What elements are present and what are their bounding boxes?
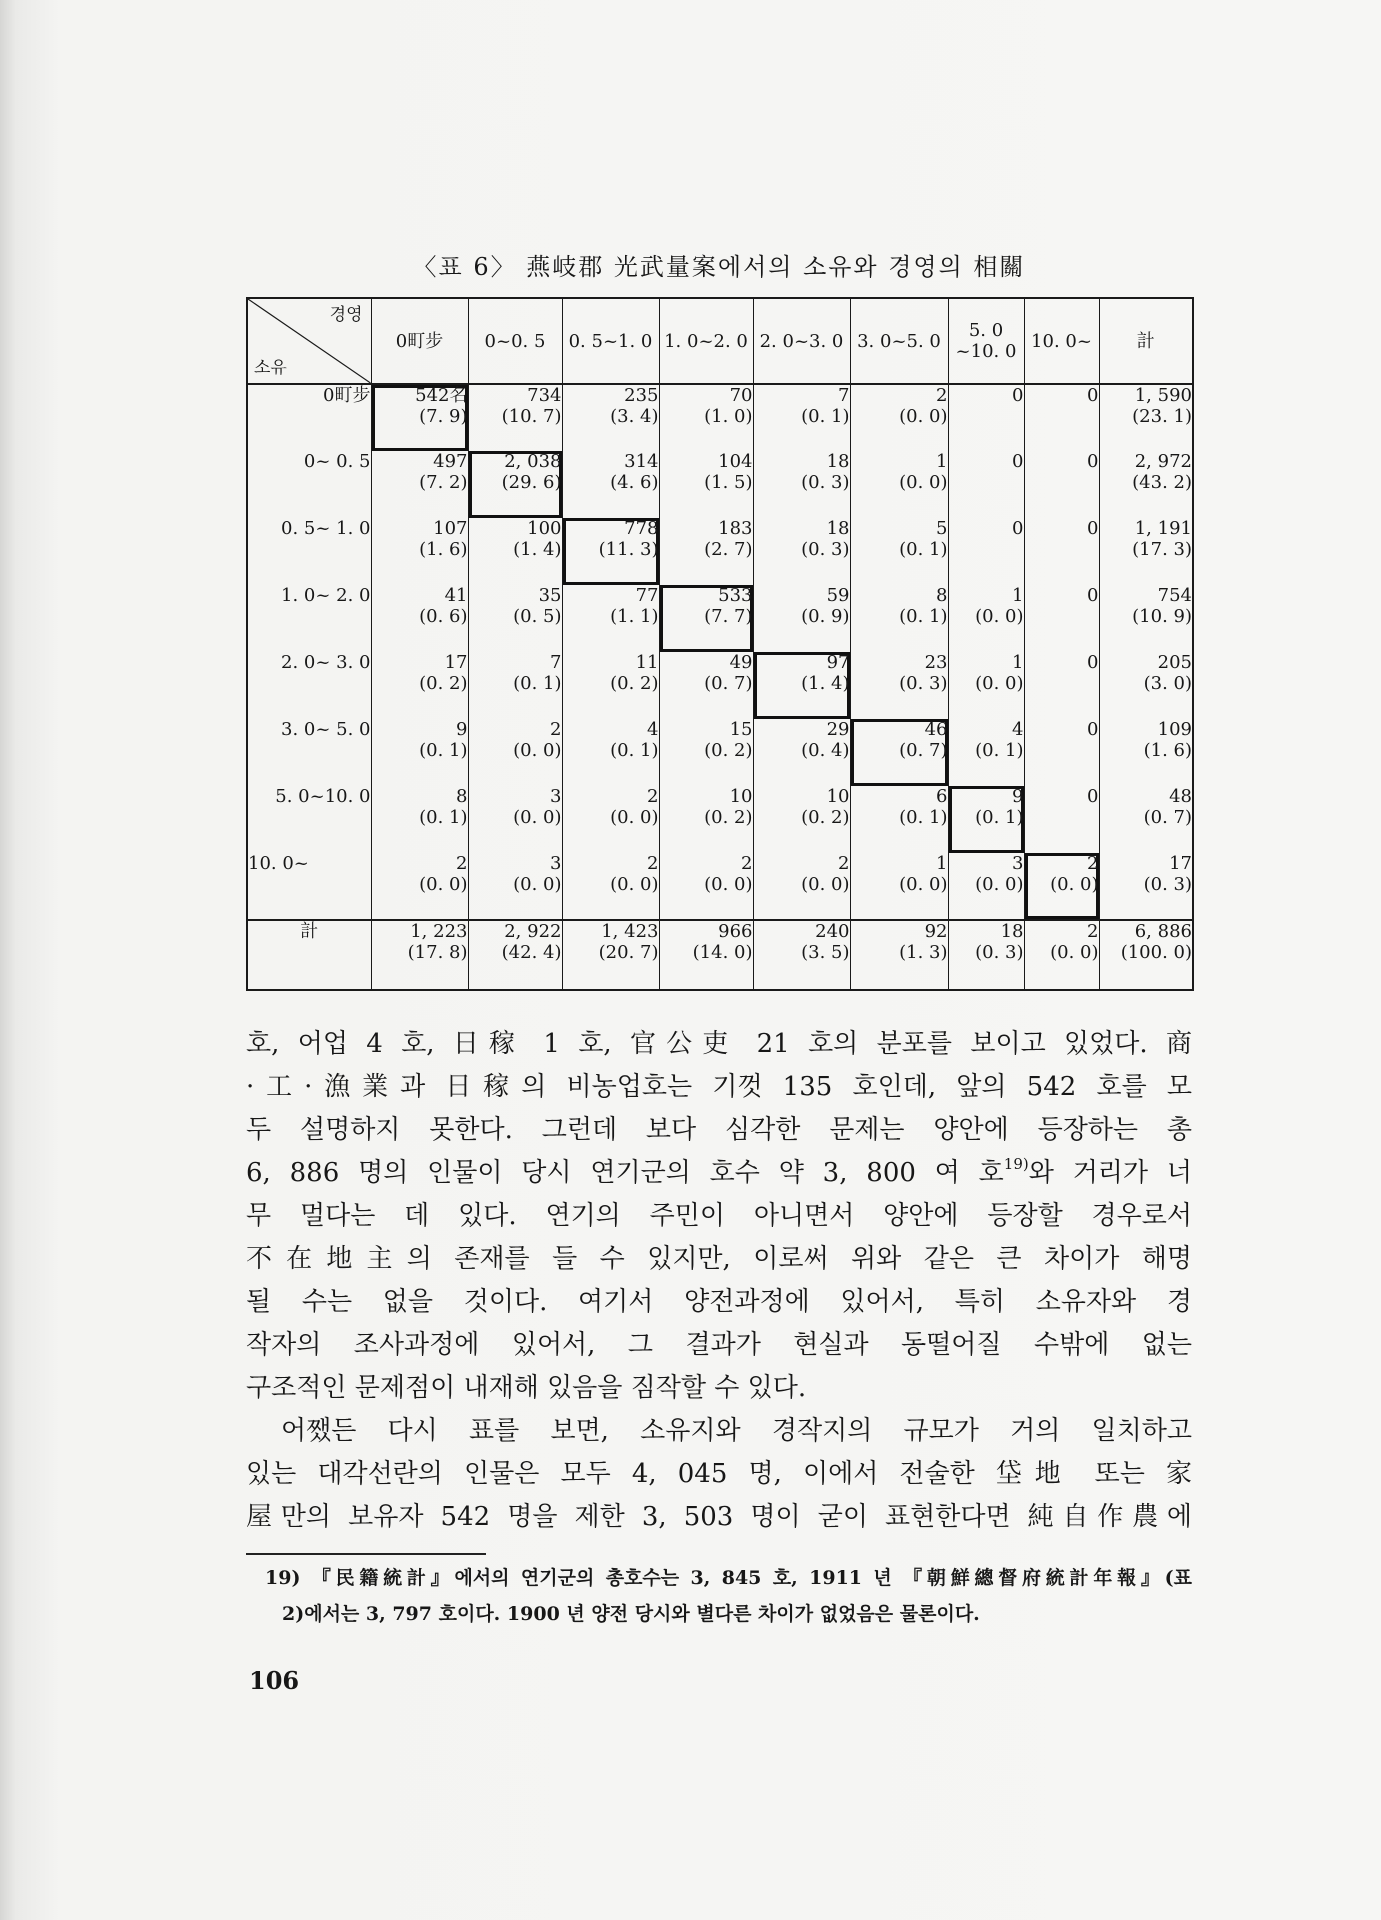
table-row [247,853,1193,920]
row-label: 10. 0~ [247,853,371,920]
cell-percent: (0. 0) [975,606,1024,627]
cell-count: 966 [718,921,753,942]
cell-count: 1 [1012,585,1024,606]
body-text-line: 작자의 조사과정에 있어서, 그 결과가 현실과 동떨어질 수밖에 없는 [246,1330,1192,1360]
table-cell [753,920,850,990]
cell-percent: (43. 2) [1132,472,1192,493]
cell-percent: (0. 0) [704,874,753,895]
corner-label-ownership: 소유 [254,358,287,378]
row-label: 0町步 [247,384,371,451]
cell-percent: (3. 4) [610,406,659,427]
row-label: 3. 0~ 5. 0 [247,719,371,786]
cell-count: 0 [1087,385,1099,406]
cell-percent: (0. 0) [975,874,1024,895]
cell-percent: (0. 2) [801,807,850,828]
table-cell [948,451,1024,518]
row-total-cell [1099,518,1193,585]
row-total-cell [1099,652,1193,719]
cell-count: 17 [444,652,468,673]
cell-count: 533 [718,585,753,606]
column-header: 3. 0~5. 0 [850,298,948,384]
cell-count: 46 [924,719,948,740]
paragraph [246,1410,1192,1539]
cell-count: 1 [936,451,948,472]
cell-percent: (0. 6) [419,606,468,627]
cell-count: 2 [456,853,468,874]
table-cell [659,786,753,853]
cell-count: 18 [826,451,850,472]
cell-count: 778 [624,518,659,539]
cell-percent: (0. 1) [419,807,468,828]
cell-count: 49 [729,652,753,673]
cell-percent: (11. 3) [598,539,659,560]
row-label: 計 [247,920,371,990]
table-cell [468,585,562,652]
cell-percent: (1. 1) [610,606,659,627]
body-text-segment: 6, 886 명의 인물이 당시 연기군의 호수 약 3, 800 여 호 [246,1158,1004,1188]
table-cell [371,719,468,786]
table-cell [562,451,659,518]
table-cell [468,652,562,719]
table-cell [1024,786,1099,853]
row-label: 0. 5~ 1. 0 [247,518,371,585]
cell-count: 542名 [415,385,468,406]
column-header: 1. 0~2. 0 [659,298,753,384]
cell-count: 0 [1087,719,1099,740]
cell-count: 497 [433,451,468,472]
cell-percent: (0. 1) [610,740,659,761]
cell-percent: (0. 1) [899,807,948,828]
cell-count: 754 [1157,585,1192,606]
cell-count: 240 [815,921,850,942]
cell-percent: (0. 9) [801,606,850,627]
cell-count: 0 [1087,786,1099,807]
table-cell [659,451,753,518]
table-cell [1024,451,1099,518]
cell-count: 29 [826,719,850,740]
table-cell [753,853,850,920]
row-total-cell [1099,920,1193,990]
cell-percent: (0. 1) [975,740,1024,761]
table-cell [659,853,753,920]
table-row [247,451,1193,518]
cell-count: 18 [826,518,850,539]
cell-count: 2, 038 [504,451,562,472]
table-cell [371,652,468,719]
cell-count: 70 [729,385,753,406]
body-text-line: 호, 어업 4 호, 日稼 1 호, 官公吏 21 호의 분포를 보이고 있었다. 商 [246,1029,1192,1059]
cell-count: 109 [1157,719,1192,740]
cell-count: 2 [1087,921,1099,942]
table-cell [1024,920,1099,990]
cell-count: 0 [1012,385,1024,406]
row-total-cell [1099,451,1193,518]
cell-percent: (1. 0) [704,406,753,427]
cell-count: 4 [647,719,659,740]
cell-percent: (0. 3) [1143,874,1192,895]
table-cell [562,652,659,719]
body-text [246,1023,1192,1539]
cell-count: 6, 886 [1134,921,1192,942]
table-cell [659,585,753,652]
cell-count: 17 [1169,853,1192,874]
cell-count: 8 [456,786,468,807]
cell-count: 77 [635,585,659,606]
cell-count: 2 [936,385,948,406]
table-cell [562,719,659,786]
cell-percent: (0. 2) [704,807,753,828]
cell-percent: (0. 1) [801,406,850,427]
cell-count: 100 [527,518,562,539]
cell-count: 9 [1012,786,1024,807]
table-row [247,786,1193,853]
table-cell [562,585,659,652]
cell-count: 734 [527,385,562,406]
paragraph [246,1023,1192,1410]
cell-percent: (0. 1) [975,807,1024,828]
cell-count: 92 [924,921,948,942]
cell-percent: (1. 6) [1143,740,1192,761]
cell-count: 2 [1087,853,1099,874]
cell-percent: (0. 0) [513,740,562,761]
cell-count: 314 [624,451,659,472]
cell-percent: (2. 7) [704,539,753,560]
ownership-management-table [246,297,1194,991]
cell-count: 10 [826,786,850,807]
cell-percent: (42. 4) [501,942,562,963]
cell-percent: (23. 1) [1132,406,1192,427]
column-header: 0~0. 5 [468,298,562,384]
row-total-cell [1099,384,1193,451]
cell-count: 183 [718,518,753,539]
table-cell [468,920,562,990]
cell-count: 2 [741,853,753,874]
cell-count: 0 [1087,518,1099,539]
table-cell [468,451,562,518]
cell-percent: (100. 0) [1120,942,1192,963]
cell-percent: (0. 1) [899,539,948,560]
cell-count: 1, 423 [601,921,659,942]
cell-count: 35 [538,585,562,606]
table-cell [371,384,468,451]
cell-count: 97 [826,652,850,673]
cell-percent: (0. 2) [704,740,753,761]
body-text-line: 구조적인 문제점이 내재해 있음을 짐작할 수 있다. [246,1373,807,1403]
cell-percent: (1. 4) [801,673,850,694]
cell-count: 0 [1087,451,1099,472]
table-cell [948,786,1024,853]
cell-count: 6 [936,786,948,807]
cell-count: 1 [936,853,948,874]
table-cell [562,786,659,853]
table-cell [1024,652,1099,719]
cell-percent: (0. 0) [975,673,1024,694]
cell-count: 23 [924,652,948,673]
cell-count: 235 [624,385,659,406]
cell-percent: (0. 3) [899,673,948,694]
cell-percent: (4. 6) [610,472,659,493]
cell-percent: (10. 9) [1132,606,1192,627]
row-label: 0~ 0. 5 [247,451,371,518]
table-cell [850,920,948,990]
total-row [247,920,1193,990]
body-text-segment: 와 거리가 너 [1028,1158,1192,1188]
footnote-line: 2)에서는 3, 797 호이다. 1900 년 양전 당시와 별다른 차이가 없었음은 물론이다. [282,1603,980,1625]
cell-count: 2 [647,853,659,874]
cell-count: 48 [1169,786,1192,807]
table-cell [753,518,850,585]
cell-percent: (0. 7) [1143,807,1192,828]
cell-percent: (0. 1) [899,606,948,627]
table-cell [468,786,562,853]
table-row [247,518,1193,585]
cell-count: 3 [550,853,562,874]
table-cell [850,853,948,920]
column-header: 計 [1099,298,1193,384]
header-row [247,298,1193,384]
body-text-line: 될 수는 없을 것이다. 여기서 양전과정에 있어서, 특히 소유자와 경 [246,1287,1192,1317]
cell-percent: (1. 4) [513,539,562,560]
cell-percent: (1. 3) [899,942,948,963]
footnote-reference: 19) [1003,1155,1029,1173]
table-cell [1024,853,1099,920]
cell-percent: (0. 0) [610,807,659,828]
row-total-cell [1099,585,1193,652]
cell-count: 0 [1012,518,1024,539]
table-row [247,585,1193,652]
body-text-line: 屋만의 보유자 542 명을 제한 3, 503 명이 굳이 표현한다면 純自作農에 [246,1502,1192,1532]
cell-percent: (0. 7) [704,673,753,694]
cell-percent: (0. 7) [899,740,948,761]
table-cell [468,518,562,585]
table-cell [850,384,948,451]
table-cell [850,585,948,652]
cell-percent: (0. 0) [419,874,468,895]
body-text-line: 어쨌든 다시 표를 보면, 소유지와 경작지의 규모가 거의 일치하고 [281,1416,1192,1446]
cell-count: 3 [550,786,562,807]
cell-percent: (10. 7) [501,406,562,427]
footnote-separator [246,1553,486,1555]
table-cell [1024,585,1099,652]
cell-count: 3 [1012,853,1024,874]
cell-percent: (0. 0) [1050,874,1099,895]
table-cell [850,652,948,719]
cell-percent: (17. 8) [407,942,468,963]
body-text-line: 무 멀다는 데 있다. 연기의 주민이 아니면서 양안에 등장할 경우로서 [246,1201,1192,1231]
table-cell [850,451,948,518]
cell-percent: (14. 0) [692,942,753,963]
cell-count: 4 [1012,719,1024,740]
table-cell [371,451,468,518]
table-cell [659,518,753,585]
page-number: 106 [249,1666,300,1695]
body-text-line: 있는 대각선란의 인물은 모두 4, 045 명, 이에서 전술한 垈地 또는 家 [246,1459,1192,1489]
table-cell [753,384,850,451]
cell-count: 205 [1157,652,1192,673]
table-cell [753,585,850,652]
cell-count: 1, 191 [1134,518,1192,539]
table-row [247,384,1193,451]
cell-percent: (0. 2) [419,673,468,694]
table-cell [659,719,753,786]
row-label: 1. 0~ 2. 0 [247,585,371,652]
row-label: 2. 0~ 3. 0 [247,652,371,719]
table-cell [562,920,659,990]
table-cell [371,853,468,920]
column-header: 5. 0 ~10. 0 [948,298,1024,384]
cell-percent: (0. 3) [801,472,850,493]
cell-percent: (7. 9) [419,406,468,427]
cell-count: 107 [433,518,468,539]
table-cell [753,652,850,719]
table-cell [948,585,1024,652]
cell-count: 1, 223 [410,921,468,942]
footnote [246,1560,1192,1632]
table-cell [1024,384,1099,451]
cell-percent: (17. 3) [1132,539,1192,560]
cell-count: 10 [729,786,753,807]
table-cell [850,518,948,585]
table-cell [562,518,659,585]
cell-count: 104 [718,451,753,472]
cell-count: 0 [1012,451,1024,472]
cell-percent: (0. 0) [801,874,850,895]
corner-label-management: 경영 [329,305,363,325]
cell-count: 11 [635,652,659,673]
row-total-cell [1099,719,1193,786]
cell-percent: (29. 6) [501,472,562,493]
table-caption: 〈표 6〉 燕岐郡 光武量案에서의 소유와 경영의 相關 [412,253,1026,281]
table-cell [753,719,850,786]
table-cell [850,786,948,853]
cell-percent: (0. 4) [801,740,850,761]
cell-count: 2 [838,853,850,874]
column-header: 0. 5~1. 0 [562,298,659,384]
cell-percent: (0. 0) [513,807,562,828]
table-cell [659,920,753,990]
cell-count: 5 [936,518,948,539]
cell-percent: (1. 5) [704,472,753,493]
table-cell [468,384,562,451]
body-text-line: 不在地主의 존재를 들 수 있지만, 이로써 위와 같은 큰 차이가 해명 [246,1244,1192,1274]
table-cell [659,652,753,719]
body-text-line: 두 설명하지 못한다. 그런데 보다 심각한 문제는 양안에 등장하는 총 [246,1115,1192,1145]
cell-percent: (0. 5) [513,606,562,627]
cell-count: 41 [444,585,468,606]
cell-percent: (0. 0) [899,406,948,427]
cell-count: 7 [838,385,850,406]
cell-count: 2, 922 [504,921,562,942]
cell-percent: (3. 5) [801,942,850,963]
cell-percent: (0. 0) [610,874,659,895]
cell-count: 1 [1012,652,1024,673]
table-cell [948,719,1024,786]
row-total-cell [1099,786,1193,853]
cell-count: 59 [826,585,850,606]
cell-percent: (0. 0) [899,874,948,895]
table-cell [948,853,1024,920]
cell-percent: (0. 1) [419,740,468,761]
cell-percent: (0. 1) [513,673,562,694]
table-cell [948,518,1024,585]
cell-percent: (3. 0) [1143,673,1192,694]
body-text-line: ·工·漁業과 日稼의 비농업호는 기껏 135 호인데, 앞의 542 호를 모 [246,1072,1192,1102]
table-cell [468,853,562,920]
table-row [247,719,1193,786]
table-cell [753,451,850,518]
cell-percent: (0. 0) [513,874,562,895]
table-row [247,652,1193,719]
cell-count: 7 [550,652,562,673]
cell-count: 2, 972 [1134,451,1192,472]
cell-percent: (0. 3) [975,942,1024,963]
column-header: 10. 0~ [1024,298,1099,384]
table-cell [1024,518,1099,585]
cell-count: 2 [550,719,562,740]
table-cell [948,652,1024,719]
cell-percent: (20. 7) [598,942,659,963]
table-cell [850,719,948,786]
table-cell [948,920,1024,990]
row-total-cell [1099,853,1193,920]
table-cell [562,853,659,920]
cell-count: 0 [1087,652,1099,673]
cell-count: 9 [456,719,468,740]
table-cell [371,585,468,652]
cell-percent: (7. 7) [704,606,753,627]
table-cell [371,920,468,990]
cell-count: 0 [1087,585,1099,606]
body-text-line [246,1152,1192,1195]
column-header: 2. 0~3. 0 [753,298,850,384]
cell-percent: (7. 2) [419,472,468,493]
table-cell [753,786,850,853]
footnote-line: 19) 『民籍統計』에서의 연기군의 총호수는 3, 845 호, 1911 년 『朝鮮總督府統計年報』(표 [265,1567,1192,1589]
table-cell [371,786,468,853]
table-cell [659,384,753,451]
table-cell [562,384,659,451]
cell-percent: (0. 3) [801,539,850,560]
cell-percent: (0. 0) [899,472,948,493]
cell-percent: (0. 0) [1050,942,1099,963]
cell-percent: (0. 2) [610,673,659,694]
column-header: 0町步 [371,298,468,384]
table-cell [948,384,1024,451]
cell-percent: (1. 6) [419,539,468,560]
corner-header [247,298,371,384]
cell-count: 8 [936,585,948,606]
cell-count: 2 [647,786,659,807]
cell-count: 15 [729,719,753,740]
table-cell [1024,719,1099,786]
cell-count: 1, 590 [1134,385,1192,406]
table-cell [468,719,562,786]
row-label: 5. 0~10. 0 [247,786,371,853]
cell-count: 18 [1000,921,1024,942]
table-cell [371,518,468,585]
